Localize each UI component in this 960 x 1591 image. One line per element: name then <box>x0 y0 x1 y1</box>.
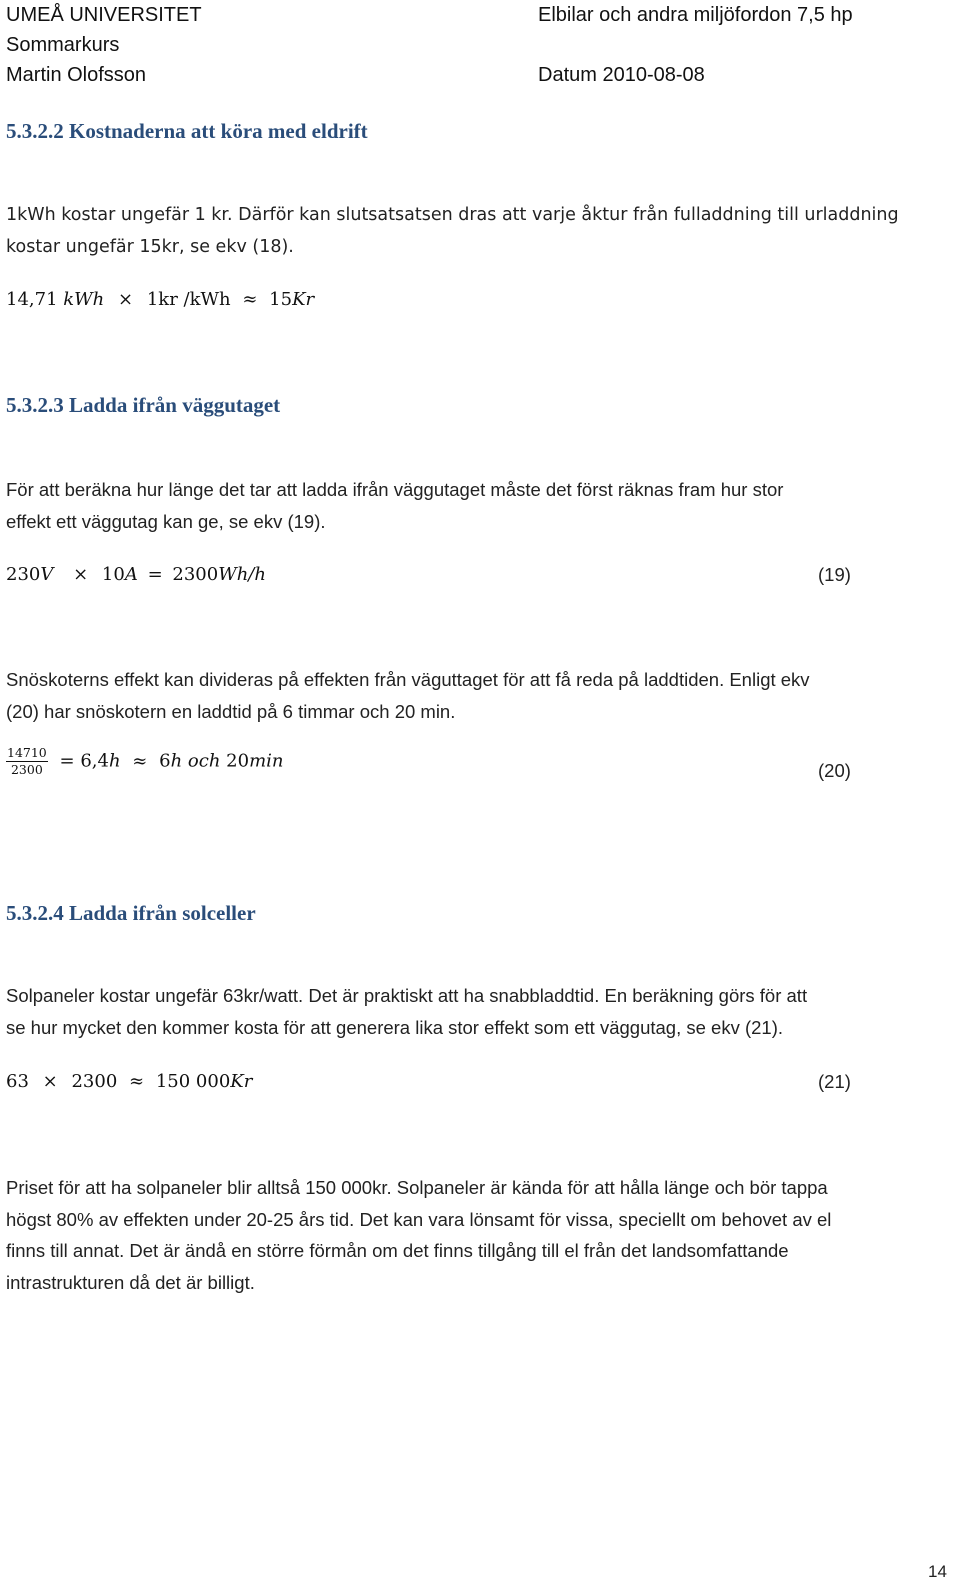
section-heading-costs: 5.3.2.2 Kostnaderna att köra med eldrift <box>6 119 368 143</box>
eq-unit: h <box>170 750 183 772</box>
header-author: Martin Olofsson <box>6 64 147 86</box>
eq-value: 230 <box>6 564 41 585</box>
paragraph-solar-conclusion <box>6 1172 831 1298</box>
eq-result: 2300 <box>172 564 219 585</box>
eq-value: 1kr /kWh <box>146 289 231 310</box>
header-course: Elbilar och andra miljöfordon 7,5 hp <box>538 4 853 26</box>
header-university: UMEÅ UNIVERSITET <box>6 4 202 26</box>
fraction-denominator: 2300 <box>10 762 43 777</box>
eq-unit: V <box>40 564 54 585</box>
eq-value: 6,4 <box>80 750 109 772</box>
equation-18 <box>6 285 314 315</box>
equation-number-20: (20) <box>818 760 851 781</box>
fraction-numerator: 14710 <box>7 745 47 760</box>
eq-unit: Wh/h <box>218 564 266 585</box>
eq-value: 63 <box>6 1071 29 1092</box>
paragraph-line: Snöskoterns effekt kan divideras på effekten från väguttaget för att få reda på laddtiden. Enligt ekv <box>6 669 810 690</box>
paragraph-line: finns till annat. Det är ändå en större förmån om det finns tillgång till el från det landsomfattande <box>6 1240 789 1261</box>
paragraph-line: kostar ungefär 15kr, se ekv (18). <box>6 236 294 257</box>
approx-symbol: ≈ <box>242 289 258 310</box>
eq-unit: min <box>249 750 284 772</box>
times-symbol: × <box>42 1071 58 1092</box>
paragraph-line: Solpaneler kostar ungefär 63kr/watt. Det är praktiskt att ha snabbladdtid. En beräkning görs för att <box>6 985 808 1006</box>
equation-20 <box>6 746 283 777</box>
paragraph-line: Priset för att ha solpaneler blir alltså 150 000kr. Solpaneler är kända för att hålla länge och bör tappa <box>6 1177 828 1198</box>
times-symbol: × <box>73 564 89 585</box>
header-term: Sommarkurs <box>6 34 120 56</box>
equation-number-21: (21) <box>818 1071 851 1092</box>
paragraph-line: 1kWh kostar ungefär 1 kr. Därför kan slutsatsatsen dras att varje åktur från fulladdning till urladdning <box>6 205 899 225</box>
equation-21 <box>6 1067 252 1097</box>
eq-unit: Kr <box>230 1071 253 1092</box>
eq-unit: h <box>108 750 121 772</box>
times-symbol: × <box>118 289 134 310</box>
paragraph-line: effekt ett väggutag kan ge, se ekv (19). <box>6 510 326 532</box>
equals-symbol: = <box>147 564 163 585</box>
equation-number-19: (19) <box>818 564 851 585</box>
page-number: 14 <box>928 1562 947 1581</box>
paragraph-line: (20) har snöskotern en laddtid på 6 timmar och 20 min. <box>6 700 456 722</box>
section-heading-solar: 5.3.2.4 Ladda ifrån solceller <box>6 901 256 925</box>
eq-value: 2300 <box>71 1071 118 1092</box>
approx-symbol: ≈ <box>132 750 148 772</box>
eq-result: 150 000 <box>155 1071 231 1092</box>
eq-result: 15 <box>269 289 293 310</box>
eq-unit: kWh <box>63 289 105 310</box>
paragraph-charge-time <box>6 664 810 727</box>
paragraph-line: För att beräkna hur länge det tar att ladda ifrån väggutaget måste det först räknas fram hur stor <box>6 479 784 500</box>
eq-unit: A <box>124 564 138 585</box>
paragraph-wall-outlet <box>6 474 783 537</box>
equation-19 <box>6 560 266 590</box>
paragraph-line: se hur mycket den kommer kosta för att generera lika stor effekt som ett väggutag, se ekv (21). <box>6 1016 784 1038</box>
paragraph-line: högst 80% av effekten under 20-25 års tid. Det kan vara lönsamt för vissa, speciellt om behovet av el <box>6 1208 832 1230</box>
eq-value: 20 <box>226 750 250 772</box>
paragraph-costs <box>6 200 899 263</box>
eq-unit: Kr <box>292 289 315 310</box>
eq-value: 6 <box>159 750 171 772</box>
fraction <box>6 746 48 777</box>
equals-symbol: = <box>59 750 75 772</box>
section-heading-wall-outlet: 5.3.2.3 Ladda ifrån väggutaget <box>6 393 281 417</box>
eq-value: 14,71 <box>6 289 58 310</box>
paragraph-line: intrastrukturen då det är billigt. <box>6 1271 255 1293</box>
paragraph-solar <box>6 980 807 1043</box>
eq-value: 10 <box>101 564 125 585</box>
header-date: Datum 2010-08-08 <box>538 64 705 86</box>
eq-word: och <box>187 750 221 772</box>
approx-symbol: ≈ <box>129 1071 145 1092</box>
